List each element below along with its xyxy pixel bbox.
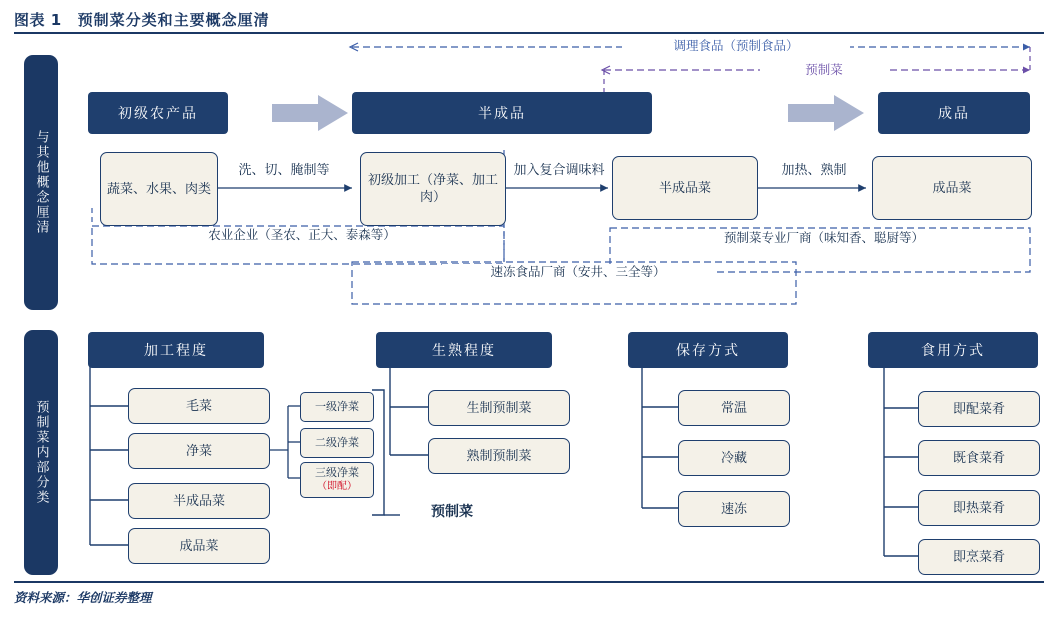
dashed-label-agri-enterprise: 农业企业（圣农、正大、泰森等） (152, 227, 452, 243)
dashed-label-frozen-food-maker: 速冻食品厂商（安井、三全等） (442, 264, 714, 280)
item-storage-1: 常温 (678, 390, 790, 426)
item-rawcooked-1: 生制预制菜 (428, 390, 570, 426)
figure-number: 图表 1 (14, 10, 62, 29)
cream-box-primary-processing: 初级加工（净菜、加工肉） (360, 152, 506, 226)
cream-box-raw-materials: 蔬菜、水果、肉类 (100, 152, 218, 226)
item-eating-3: 即热菜肴 (918, 490, 1040, 526)
dashed-label-prepared-dish-maker: 预制菜专业厂商（味知香、聪厨等） (700, 230, 948, 246)
item-storage-3: 速冻 (678, 491, 790, 527)
header-eating-method: 食用方式 (868, 332, 1038, 368)
grade-box-1: 一级净菜 (300, 392, 374, 422)
page-title: 预制菜分类和主要概念厘清 (77, 10, 270, 29)
item-eating-4: 即烹菜肴 (918, 539, 1040, 575)
navy-box-finished: 成品 (878, 92, 1030, 134)
item-eating-1: 即配菜肴 (918, 391, 1040, 427)
item-rawcooked-2: 熟制预制菜 (428, 438, 570, 474)
source-note: 资料来源：华创证券整理 (14, 590, 152, 605)
dashed-label-prepared-dish: 预制菜 (760, 62, 888, 78)
item-processing-2: 净菜 (128, 433, 270, 469)
header-raw-cooked-degree: 生熟程度 (376, 332, 552, 368)
brace-label-prepared-dish: 预制菜 (431, 504, 473, 520)
bottom-divider (14, 581, 1044, 583)
side-label-classification: 预制菜内部分类 (24, 330, 58, 575)
item-eating-2: 既食菜肴 (918, 440, 1040, 476)
grade-box-3-label: 三级净菜 (315, 466, 359, 479)
grade-box-3-note: （即配） (317, 481, 357, 492)
arrow-label-wash-cut: 洗、切、腌制等 (238, 163, 330, 178)
cream-box-semi-finished-dish: 半成品菜 (612, 156, 758, 220)
cream-box-finished-dish: 成品菜 (872, 156, 1032, 220)
header-storage-method: 保存方式 (628, 332, 788, 368)
title-divider (14, 32, 1044, 34)
navy-box-primary-agri: 初级农产品 (88, 92, 228, 134)
item-processing-3: 半成品菜 (128, 483, 270, 519)
grade-box-2: 二级净菜 (300, 428, 374, 458)
dashed-label-prepared-food: 调理食品（预制食品） (622, 38, 850, 54)
item-processing-4: 成品菜 (128, 528, 270, 564)
arrow-label-heat-cook: 加热、熟制 (781, 163, 847, 178)
navy-box-semi-finished: 半成品 (352, 92, 652, 134)
grade-box-3 (300, 462, 374, 498)
header-processing-degree: 加工程度 (88, 332, 264, 368)
arrow-label-seasoning: 加入复合调味料 (513, 163, 605, 178)
side-label-concepts: 与其他概念厘清 (24, 55, 58, 310)
item-processing-1: 毛菜 (128, 388, 270, 424)
item-storage-2: 冷藏 (678, 440, 790, 476)
figure-title (14, 6, 1044, 32)
